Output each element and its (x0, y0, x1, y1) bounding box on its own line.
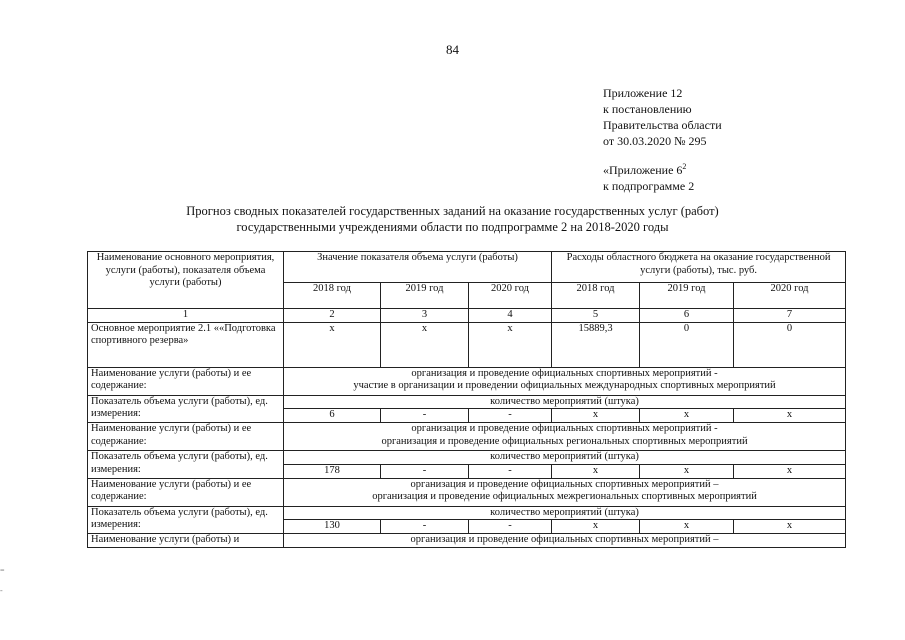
header-row-groups (88, 252, 846, 283)
value-cell: 6 (284, 409, 381, 423)
page-number: 84 (446, 42, 459, 57)
appendix-line-3: Правительства области (603, 118, 722, 132)
title-line-1: Прогноз сводных показателей государственных заданий на оказание государственных услуг (работ) (186, 204, 719, 218)
forecast-table (87, 251, 846, 548)
appendix-line-6: к подпрограмме 2 (603, 179, 695, 193)
service-label: Наименование услуги (работы) и ее содержание: (88, 367, 284, 395)
document-title (80, 203, 825, 235)
value-cell: х (640, 464, 734, 478)
header-year-cell: 2020 год (469, 283, 552, 309)
service-description-partial: организация и проведение официальных спортивных мероприятий – (284, 534, 846, 548)
column-number-cell: 5 (552, 309, 640, 323)
value-cell: 130 (284, 520, 381, 534)
service-label: Наименование услуги (работы) и ее содержание: (88, 423, 284, 451)
service-label-partial: Наименование услуги (работы) и (88, 534, 284, 548)
column-number-cell: 2 (284, 309, 381, 323)
service-description (284, 423, 846, 451)
appendix-line-5-main: «Приложение 6 (603, 163, 683, 177)
header-expense-group: Расходы областного бюджета на оказание государственной услуги (работы), тыс. руб. (552, 252, 846, 283)
indicator-row (88, 395, 846, 409)
main-event-row (88, 322, 846, 367)
appendix-line-1: Приложение 12 (603, 86, 683, 100)
appendix-line-2: к постановлению (603, 102, 692, 116)
header-year-cell: 2018 год (552, 283, 640, 309)
indicator-label: Показатель объема услуги (работы), ед. измерения: (88, 506, 284, 534)
header-name-cell: Наименование основного мероприятия, услуги (работы), показателя объема услуги (работы) (88, 252, 284, 309)
column-number-cell: 7 (734, 309, 846, 323)
value-cell: х (552, 409, 640, 423)
service-row-partial (88, 534, 846, 548)
value-cell: - (469, 464, 552, 478)
value-cell: х (734, 409, 846, 423)
header-year-cell: 2019 год (640, 283, 734, 309)
value-cell: х (734, 520, 846, 534)
value-cell: х (381, 322, 469, 367)
service-description-line-2: участие в организации и проведении официальных международных спортивных мероприятий (353, 380, 776, 391)
title-line-2: государственными учреждениями области по подпрограмме 2 на 2018-2020 годы (236, 220, 669, 234)
indicator-label: Показатель объема услуги (работы), ед. измерения: (88, 395, 284, 423)
header-row-numbers (88, 309, 846, 323)
value-cell: х (640, 409, 734, 423)
value-cell: х (284, 322, 381, 367)
value-cell: - (381, 520, 469, 534)
margin-marks: = - (0, 566, 5, 595)
value-cell: - (381, 464, 469, 478)
value-cell: х (469, 322, 552, 367)
value-cell: 178 (284, 464, 381, 478)
header-year-cell: 2018 год (284, 283, 381, 309)
value-cell: - (469, 520, 552, 534)
value-cell: х (640, 520, 734, 534)
service-row (88, 367, 846, 395)
header-year-cell: 2019 год (381, 283, 469, 309)
header-volume-group: Значение показателя объема услуги (работы) (284, 252, 552, 283)
indicator-row (88, 451, 846, 465)
appendix-line-4: от 30.03.2020 № 295 (603, 134, 707, 148)
service-description (284, 478, 846, 506)
service-description-line-1: организация и проведение официальных спортивных мероприятий - (411, 423, 718, 434)
indicator-unit: количество мероприятий (штука) (284, 395, 846, 409)
indicator-row (88, 506, 846, 520)
service-description-line-2: организация и проведение официальных региональных спортивных мероприятий (381, 435, 748, 447)
service-row (88, 423, 846, 451)
column-number-cell: 3 (381, 309, 469, 323)
main-event-label: Основное мероприятие 2.1 ««Подготовка спортивного резерва» (88, 322, 284, 367)
value-cell: 15889,3 (552, 322, 640, 367)
value-cell: - (381, 409, 469, 423)
value-cell: х (552, 464, 640, 478)
column-number-cell: 1 (88, 309, 284, 323)
value-cell: - (469, 409, 552, 423)
value-cell: х (552, 520, 640, 534)
appendix-line-5 (603, 159, 722, 178)
value-cell: 0 (734, 322, 846, 367)
appendix-line-5-superscript: 2 (682, 162, 687, 171)
indicator-unit: количество мероприятий (штука) (284, 506, 846, 520)
service-description (284, 367, 846, 395)
column-number-cell: 6 (640, 309, 734, 323)
service-label: Наименование услуги (работы) и ее содержание: (88, 478, 284, 506)
service-description-line-1: организация и проведение официальных спортивных мероприятий - (411, 367, 718, 379)
service-row (88, 478, 846, 506)
value-cell: 0 (640, 322, 734, 367)
appendix-block (603, 85, 722, 194)
indicator-unit: количество мероприятий (штука) (284, 451, 846, 465)
service-description-line-1: организация и проведение официальных спортивных мероприятий – (410, 478, 719, 490)
indicator-label: Показатель объема услуги (работы), ед. измерения: (88, 451, 284, 479)
header-year-cell: 2020 год (734, 283, 846, 309)
value-cell: х (734, 464, 846, 478)
column-number-cell: 4 (469, 309, 552, 323)
service-description-line-2: организация и проведение официальных межрегиональных спортивных мероприятий (372, 491, 757, 502)
